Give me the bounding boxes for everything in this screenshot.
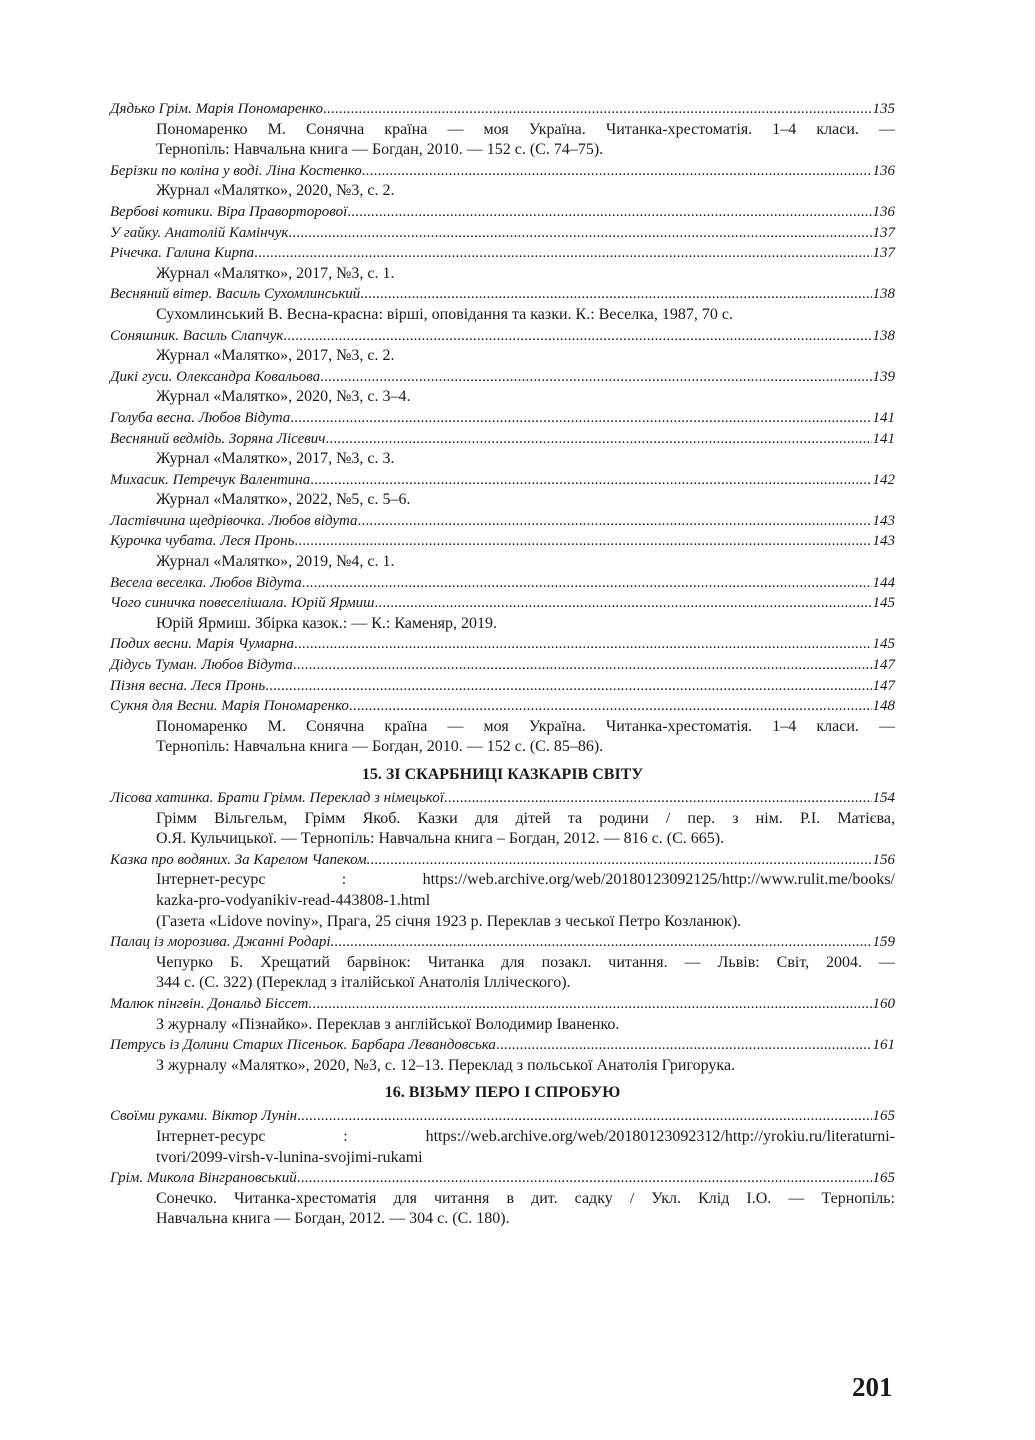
entry-page: 148	[872, 698, 895, 715]
dot-leader	[370, 850, 871, 871]
dot-leader	[444, 788, 872, 809]
entry-title: Сукня для Весни. Марія Пономаренко	[110, 698, 349, 715]
entry-page: 144	[872, 574, 895, 591]
dot-leader	[323, 99, 872, 120]
source-line: Журнал «Малятко», 2020, №3, с. 2.	[156, 182, 395, 200]
source-line: Інтернет-ресурс : https://web.archive.org/web/20180123092125/http://www.rulit.me/books/	[156, 871, 895, 889]
entry-page: 136	[872, 203, 895, 220]
source-note	[110, 387, 895, 408]
entry-page: 143	[872, 512, 895, 529]
toc-entry	[110, 367, 895, 388]
entry-title: Пізня весна. Леся Пронь	[110, 677, 266, 694]
toc-entry	[110, 284, 895, 305]
source-note	[110, 305, 895, 326]
source-note	[110, 1056, 895, 1077]
page-number: 201	[852, 1372, 893, 1402]
source-line: Журнал «Малятко», 2022, №5, с. 5–6.	[156, 491, 411, 509]
entry-title: Дядько Грім. Марія Пономаренко	[110, 101, 323, 117]
dot-leader	[254, 243, 871, 264]
source-line: З журналу «Малятко», 2020, №3, с. 12–13. Переклад з польської Анатолія Григорука.	[156, 1056, 736, 1074]
entry-title: Казка про водяних. За Карелом Чапеком.	[110, 851, 371, 868]
entry-title: Курочка чубата. Леся Пронь	[110, 533, 295, 550]
entry-title: Грім. Микола Вінграновський	[110, 1170, 297, 1187]
section-heading: 15. ЗІ СКАРБНИЦІ КАЗКАРІВ СВІТУ	[361, 766, 644, 783]
entry-page: 137	[872, 245, 895, 262]
source-note	[110, 181, 895, 202]
entry-page: 165	[872, 1108, 895, 1125]
source-line: tvori/2099-virsh-v-lunina-svojimi-rukami	[156, 1148, 423, 1166]
entry-page: 136	[872, 162, 895, 179]
entry-page: 154	[872, 790, 895, 806]
toc-entry	[110, 696, 895, 717]
source-line: О.Я. Кульчицької. — Тернопіль: Навчальна книга – Богдан, 2012. — 816 с. (С. 665).	[156, 830, 725, 848]
entry-title: Весела веселка. Любов Відута	[110, 574, 302, 591]
toc-entry	[110, 788, 895, 809]
source-line: kazka-pro-vodyanikiv-read-443808-1.html	[156, 891, 431, 909]
toc-entry	[110, 326, 895, 347]
toc-entry	[110, 994, 895, 1015]
toc-entry	[110, 593, 895, 614]
toc-entry	[110, 99, 895, 120]
entry-page: 165	[872, 1170, 895, 1187]
section-heading: 16. ВІЗЬМУ ПЕРО І СПРОБУЮ	[384, 1084, 621, 1102]
entry-title: Дідусь Туман. Любов Відута	[110, 657, 293, 674]
source-line: 344 с. (С. 322) (Переклад з італійської Анатолія Ілліческого).	[156, 974, 571, 992]
entry-title: Лісова хатинка. Брати Грімм. Переклад з німецької	[110, 790, 444, 806]
toc-entry	[110, 531, 895, 552]
source-line: Журнал «Малятко», 2020, №3, с. 3–4.	[156, 388, 411, 406]
dot-leader	[297, 1106, 871, 1127]
toc-entry	[110, 573, 895, 594]
source-line: Тернопіль: Навчальна книга — Богдан, 2010. — 152 с. (С. 85–86).	[156, 738, 604, 756]
toc-entry	[110, 932, 895, 953]
source-line: Юрій Ярмиш. Збірка казок.: — К.: Каменяр, 2019.	[156, 614, 498, 632]
toc-entry	[110, 1035, 895, 1056]
dot-leader	[290, 408, 871, 429]
source-line: Пономаренко М. Сонячна країна — моя Україна. Читанка-хрестоматія. 1–4 класи. —	[156, 717, 895, 735]
entry-title: Дикі гуси. Олександра Ковальова	[110, 368, 321, 385]
entry-page: 137	[872, 224, 895, 241]
entry-title: Палац із морозива. Джанні Родарі.	[110, 934, 335, 951]
entry-page: 145	[872, 595, 895, 612]
entry-title: Весняний ведмідь. Зоряна Лісевич	[110, 430, 326, 447]
entry-title: У гайку. Анатолій Камінчук	[110, 224, 289, 241]
toc-entry	[110, 161, 895, 182]
toc-entry	[110, 850, 895, 871]
dot-leader	[294, 634, 871, 655]
source-line: Навчальна книга — Богдан, 2012. — 304 с. (С. 180).	[156, 1210, 510, 1228]
source-line: З журналу «Пізнайко». Переклав з англійської Володимир Іваненко.	[156, 1015, 620, 1033]
entry-page: 160	[872, 995, 895, 1012]
source-note	[110, 552, 895, 573]
dot-leader	[302, 573, 872, 594]
source-note	[110, 1127, 895, 1168]
source-note	[110, 1015, 895, 1036]
source-note	[110, 264, 895, 285]
toc-entry	[110, 243, 895, 264]
entry-title: Голуба весна. Любов Відута	[110, 409, 291, 426]
source-line: Грімм Вільгельм, Грімм Якоб. Казки для дітей та родини / пер. з нім. Р.І. Матієва,	[156, 809, 895, 827]
source-line: Тернопіль: Навчальна книга — Богдан, 2010. — 152 с. (С. 74–75).	[156, 141, 604, 159]
dot-leader	[310, 470, 871, 491]
entry-page: 142	[872, 471, 895, 488]
toc-entry	[110, 470, 895, 491]
entry-title: Подих весни. Марія Чумарна	[110, 636, 295, 653]
source-line: Журнал «Малятко», 2017, №3, с. 2.	[156, 347, 395, 365]
source-note	[110, 120, 895, 161]
source-note	[110, 490, 895, 511]
source-note	[110, 870, 895, 932]
toc-entry	[110, 511, 895, 532]
table-of-contents	[110, 99, 895, 1230]
dot-leader	[349, 696, 872, 717]
source-line: Журнал «Малятко», 2017, №3, с. 1.	[156, 264, 395, 282]
source-note	[110, 953, 895, 994]
dot-leader	[283, 326, 871, 347]
dot-leader	[334, 932, 871, 953]
dot-leader	[293, 655, 872, 676]
entry-page: 141	[872, 430, 895, 447]
toc-entry	[110, 655, 895, 676]
dot-leader	[347, 202, 871, 223]
source-line: Чепурко Б. Хрещатий барвінок: Читанка для позакл. читання. — Львів: Світ, 2004. —	[156, 953, 895, 971]
entry-page: 145	[872, 636, 895, 653]
dot-leader	[297, 1168, 872, 1189]
toc-entry	[110, 202, 895, 223]
source-line: Журнал «Малятко», 2017, №3, с. 3.	[156, 450, 395, 468]
entry-title: Малюк пінгвін. Дональд Біссет.	[110, 995, 313, 1012]
dot-leader	[294, 531, 871, 552]
source-line: (Газета «Lidove noviny», Прага, 25 січня 1923 р. Переклав з чеської Петро Козланюк).	[156, 912, 742, 930]
entry-title: Чого синичка повеселішала. Юрій Ярмиш	[110, 595, 375, 612]
entry-title: Вербові котики. Віра Праворторової	[110, 203, 348, 220]
source-line: Пономаренко М. Сонячна країна — моя Україна. Читанка-хрестоматія. 1–4 класи. —	[156, 120, 895, 138]
entry-title: Петрусь із Долини Старих Пісеньок. Барбара Левандовська	[110, 1037, 496, 1054]
source-note	[110, 449, 895, 470]
source-note	[110, 346, 895, 367]
toc-entry	[110, 408, 895, 429]
toc-entry	[110, 1168, 895, 1189]
entry-title: Берізки по коліна у воді. Ліна Костенко	[110, 162, 362, 179]
dot-leader	[325, 429, 871, 450]
entry-page: 161	[872, 1037, 895, 1054]
toc-entry	[110, 223, 895, 244]
source-note	[110, 717, 895, 758]
source-note	[110, 614, 895, 635]
entry-title: Весняний вітер. Василь Сухомлинський	[110, 286, 361, 303]
source-note	[110, 809, 895, 850]
dot-leader	[358, 511, 872, 532]
entry-page: 159	[872, 934, 895, 951]
dot-leader	[362, 161, 872, 182]
entry-page: 135	[872, 101, 895, 117]
dot-leader	[496, 1035, 872, 1056]
entry-title: Річечка. Галина Кирпа	[110, 245, 255, 262]
source-line: Сухомлинський В. Весна-красна: вірші, оповідання та казки. К.: Веселка, 1987, 70 с.	[156, 305, 733, 323]
source-line: Сонечко. Читанка-хрестоматія для читання в дит. садку / Укл. Клід І.О. — Тернопіль:	[156, 1189, 895, 1207]
source-line: Журнал «Малятко», 2019, №4, с. 1.	[156, 553, 395, 571]
dot-leader	[288, 223, 871, 244]
toc-entry	[110, 676, 895, 697]
entry-page: 147	[872, 677, 895, 694]
toc-entry	[110, 1106, 895, 1127]
entry-page: 139	[872, 368, 895, 385]
entry-page: 138	[872, 286, 895, 303]
entry-page: 147	[872, 657, 895, 674]
dot-leader	[374, 593, 871, 614]
entry-page: 141	[872, 409, 895, 426]
entry-page: 143	[872, 533, 895, 550]
entry-title: Соняшник. Василь Слапчук	[110, 327, 284, 344]
dot-leader	[320, 367, 871, 388]
entry-title: Своїми руками. Віктор Лунін	[110, 1108, 298, 1125]
dot-leader	[312, 994, 871, 1015]
toc-entry	[110, 634, 895, 655]
entry-page: 156	[872, 851, 895, 868]
entry-page: 138	[872, 327, 895, 344]
source-note	[110, 1189, 895, 1230]
source-line: Інтернет-ресурс : https://web.archive.org/web/20180123092312/http://yrokiu.ru/literaturni-	[156, 1127, 895, 1145]
toc-entry	[110, 429, 895, 450]
dot-leader	[360, 284, 871, 305]
entry-title: Михасик. Петречук Валентина	[110, 471, 311, 488]
entry-title: Ластівчина щедрівочка. Любов відута	[110, 512, 358, 529]
dot-leader	[265, 676, 871, 697]
